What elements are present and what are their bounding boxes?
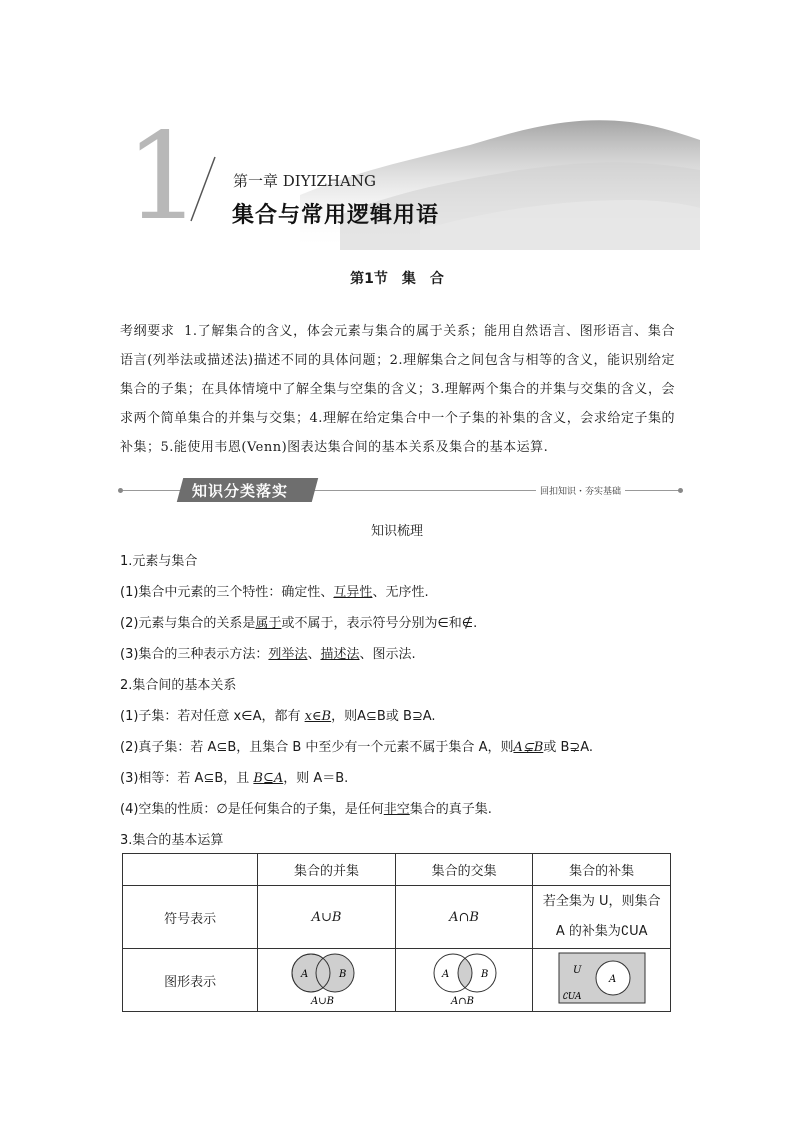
table-row-symbol [123, 886, 671, 949]
s1-title: 1.元素与集合 [120, 554, 198, 569]
banner-dot-right [678, 488, 683, 493]
chapter-title: 集合与常用逻辑用语 [232, 203, 440, 228]
svg-text:U: U [572, 965, 582, 976]
row-label: 图形表示 [123, 949, 258, 1012]
banner-subtitle: 回扣知识・夯实基础 [536, 484, 625, 497]
union-venn-cell [258, 949, 396, 1012]
s2-line2: (2)真子集：若 A⊆B，且集合 B 中至少有一个元素不属于集合 A，则A⊊B或 B⊋A. [120, 740, 594, 755]
table-header-cell: 集合的交集 [395, 854, 533, 886]
answer-blank: B⊆A [253, 771, 284, 786]
intersection-venn-cell [395, 949, 533, 1012]
section-title: 第1节 集 合 [350, 271, 444, 287]
answer-blank: 非空 [383, 802, 410, 817]
s2-title: 2.集合间的基本关系 [120, 678, 237, 693]
requirements-label: 考纲要求 [120, 324, 175, 339]
answer-blank: 描述法 [320, 647, 360, 662]
answer-blank: 列举法 [268, 647, 308, 662]
s2-line1: (1)子集：若对任意 x∈A，都有 x∈B，则A⊆B或 B⊇A. [120, 709, 436, 724]
slash-divider [185, 155, 225, 225]
banner-dot-left [118, 488, 123, 493]
table-header-cell: 集合的补集 [533, 854, 671, 886]
table-header-row [123, 854, 671, 886]
requirements-text: 1.了解集合的含义，体会元素与集合的属于关系；能用自然语言、图形语言、集合语言(列举法或描述法)描述不同的具体问题；2.理解集合之间包含与相等的含义，能识别给定集合的子集；在具体情境中了解全集与空集的含义；3.理解两个集合的并集与交集的含义，会求两个简单集合的并集与交集；4.理解在给定集合中一个子集的补集的含义，会求给定子集的补集；5.能使用韦恩(Venn)图表达集合间的基本关系及集合的基本运算. [120, 324, 676, 455]
set-operations-table [122, 853, 671, 1012]
table-header-cell: 集合的并集 [258, 854, 396, 886]
answer-blank: 属于 [255, 616, 282, 631]
knowledge-heading: 知识梳理 [370, 524, 423, 539]
svg-text:A: A [442, 969, 450, 980]
svg-text:A: A [608, 974, 616, 985]
union-symbol: A∪B [258, 886, 396, 949]
banner-title: 知识分类落实 [192, 482, 289, 500]
s2-line4: (4)空集的性质：∅是任何集合的子集，是任何非空集合的真子集. [120, 802, 492, 817]
table-row-figure [123, 949, 671, 1012]
s1-line2: (2)元素与集合的关系是属于或不属于，表示符号分别为∈和∉. [120, 616, 478, 631]
complement-definition: 若全集为 U，则集合 A 的补集为∁UA [533, 886, 671, 949]
syllabus-requirements [120, 317, 675, 462]
chapter-label: 第一章 DIYIZHANG [233, 172, 376, 190]
s1-line1: (1)集合中元素的三个特性：确定性、互异性、无序性. [120, 585, 429, 600]
complement-venn-diagram [547, 949, 657, 1007]
s2-line3: (3)相等：若 A⊆B，且 B⊆A，则 A＝B. [120, 771, 349, 786]
svg-text:B: B [481, 969, 489, 980]
answer-blank: 互异性 [333, 585, 373, 600]
union-venn-diagram [271, 949, 381, 1007]
svg-text:A: A [301, 969, 309, 980]
answer-blank: x∈B [304, 709, 332, 724]
chapter-number: 1 [125, 108, 202, 247]
answer-blank: A⊊B [513, 740, 544, 755]
union-caption: A∪B [311, 996, 335, 1007]
complement-venn-cell [533, 949, 671, 1012]
svg-text:B: B [339, 969, 347, 980]
row-label: 符号表示 [123, 886, 258, 949]
intersection-symbol: A∩B [395, 886, 533, 949]
table-header-cell [123, 854, 258, 886]
intersection-venn-diagram [409, 949, 519, 1007]
intersection-caption: A∩B [451, 996, 475, 1007]
s1-line3: (3)集合的三种表示方法：列举法、描述法、图示法. [120, 647, 416, 662]
s3-title: 3.集合的基本运算 [120, 833, 224, 848]
complement-caption: ∁UA [561, 992, 582, 1002]
